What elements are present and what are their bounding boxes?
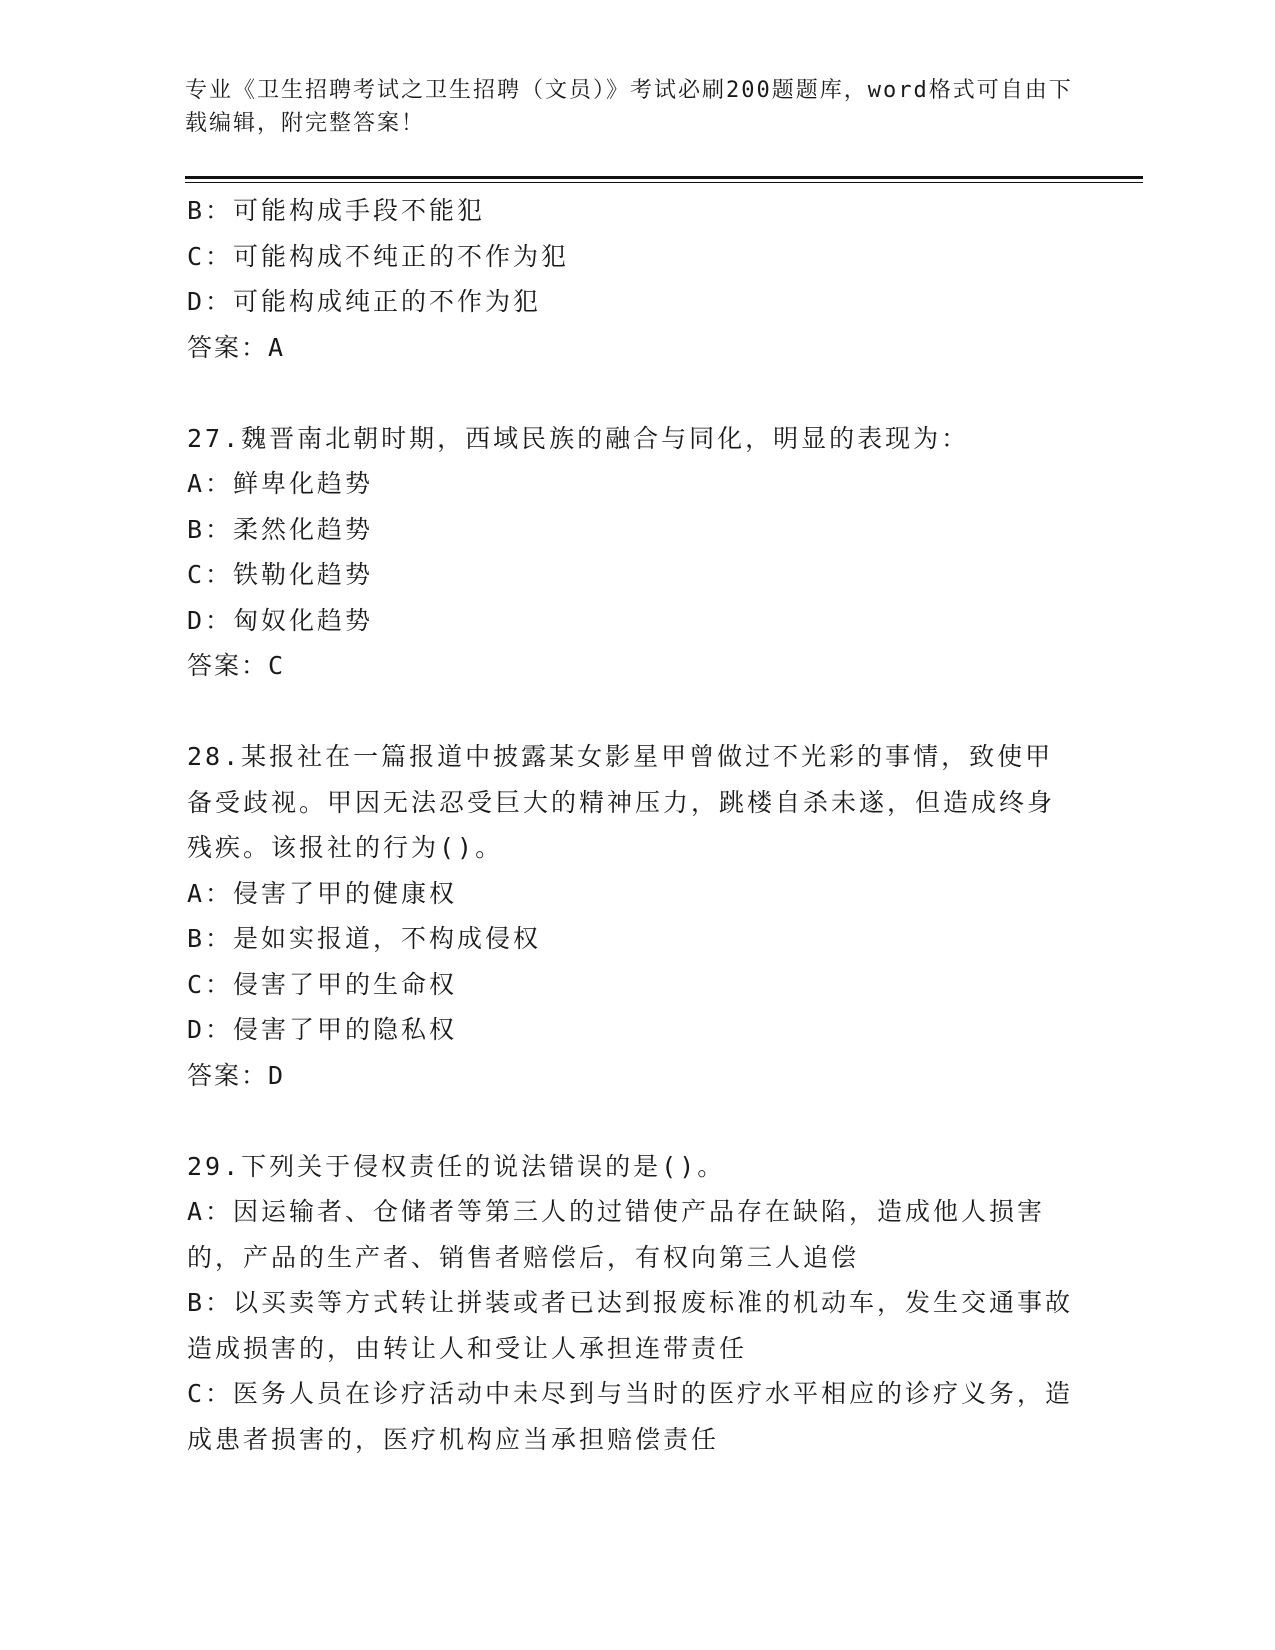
question-29: [187, 1144, 1077, 1463]
option-d: D：可能构成纯正的不作为犯: [187, 287, 542, 316]
question-stem: 29.下列关于侵权责任的说法错误的是()。: [187, 1151, 726, 1181]
option-c: C：医务人员在诊疗活动中未尽到与当时的医疗水平相应的诊疗义务，造成患者损害的，医疗机构应当承担赔偿责任: [187, 1379, 1074, 1454]
document-header: 专业《卫生招聘考试之卫生招聘（文员）》考试必刷200题题库，word格式可自由下载编辑，附完整答案！: [185, 78, 1073, 136]
option-b: B：以买卖等方式转让拼装或者已达到报废标准的机动车，发生交通事故造成损害的，由转让人和受让人承担连带责任: [187, 1288, 1074, 1363]
option-a: A：因运输者、仓储者等第三人的过错使产品存在缺陷，造成他人损害的，产品的生产者、销售者赔偿后，有权向第三人追偿: [187, 1197, 1046, 1272]
option-d: D：匈奴化趋势: [187, 605, 374, 635]
question-27: [187, 416, 1077, 689]
option-c: C：铁勒化趋势: [187, 560, 374, 589]
question-stem: 27.魏晋南北朝时期，西域民族的融合与同化，明显的表现为：: [187, 423, 970, 453]
question-stem: 28.某报社在一篇报道中披露某女影星甲曾做过不光彩的事情，致使甲备受歧视。甲因无法忍受巨大的精神压力，跳楼自杀未遂，但造成终身残疾。该报社的行为()。: [187, 742, 1056, 862]
answer-line: 答案：D: [187, 1060, 286, 1090]
option-d: D：侵害了甲的隐私权: [187, 1015, 458, 1044]
question-content: [187, 188, 1077, 1462]
header-divider-thin: [185, 182, 1143, 183]
answer-line: 答案：A: [187, 332, 286, 362]
option-c: C：侵害了甲的生命权: [187, 969, 458, 999]
option-b: B：是如实报道，不构成侵权: [187, 924, 542, 953]
option-b: B：柔然化趋势: [187, 514, 374, 544]
option-c: C：可能构成不纯正的不作为犯: [187, 241, 570, 271]
answer-line: 答案：C: [187, 651, 286, 680]
question-28: [187, 734, 1077, 1098]
option-b: B：可能构成手段不能犯: [187, 196, 486, 225]
option-a: A：鲜卑化趋势: [187, 469, 374, 498]
header-divider-thick: [185, 176, 1143, 179]
option-a: A：侵害了甲的健康权: [187, 878, 458, 908]
previous-question: [187, 188, 1077, 370]
